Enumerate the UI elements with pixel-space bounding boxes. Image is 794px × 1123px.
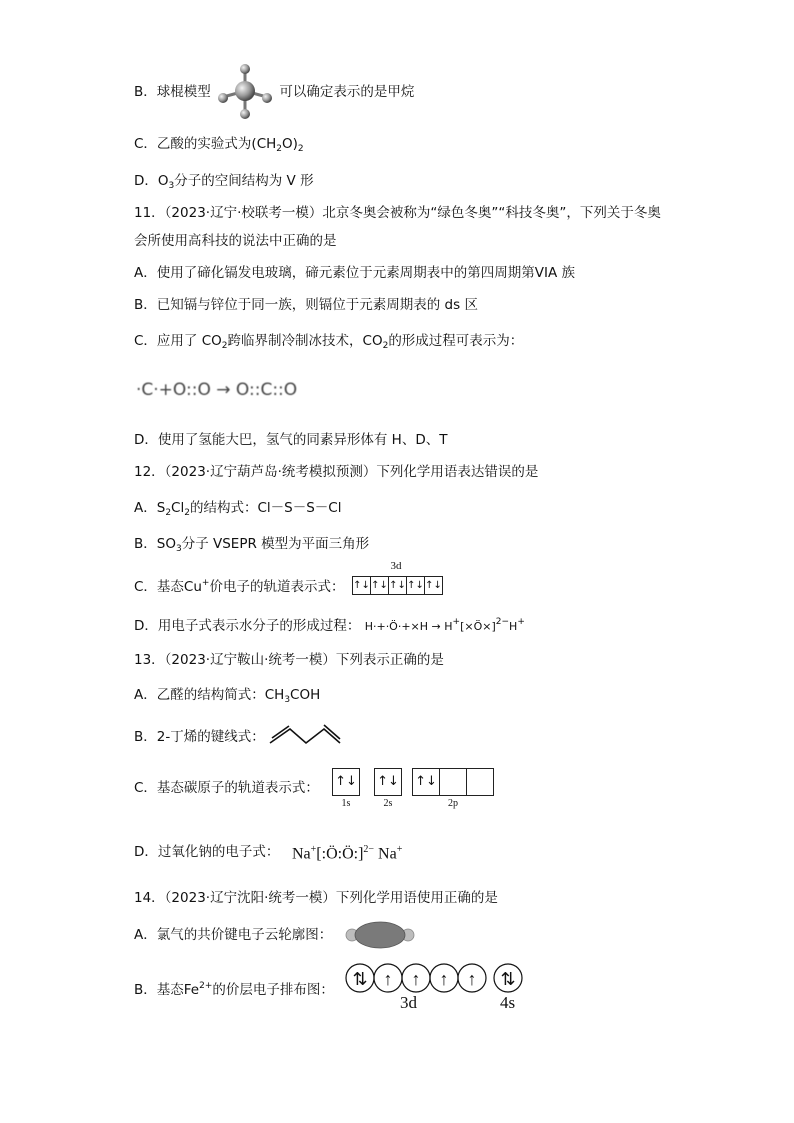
q12-stem: 12．（2023·辽宁葫芦岛·统考模拟预测）下列化学用语表达错误的是 [134,464,539,480]
q13-option-c: C．基态碳原子的轨道表示式： [134,780,319,796]
q10-option-d: D．$O_3$分子的空间结构为 V 形 [134,173,314,191]
label-3d: 3d [400,993,417,1012]
cu-orbital-boxes [352,576,443,595]
q10-option-c: C．乙酸的实验式为$(CH_2O)_2$ [134,136,304,154]
cu-orbital-label: 3d [390,560,402,572]
svg-text:↑: ↑ [383,969,393,989]
q13-option-b: B．2-丁烯的键线式： [134,729,265,745]
q11-option-c: C．应用了 $CO_2$跨临界制冷制冰技术，$CO_2$的形成过程可表示为： [134,333,524,351]
carbon-2p-boxes: ↑↓ [412,768,494,796]
label-2s: 2s [383,798,393,809]
co2-formation-formula: ·C·+O::O → O::C::O [136,380,298,400]
q11-stem-line1: 11．（2023·辽宁·校联考一模）北京冬奥会被称为“绿色冬奥”“科技冬奥”，下列关于冬奥 [134,205,661,221]
q13-option-d: D．过氧化钠的电子式： [134,844,280,860]
svg-text:↑: ↑ [439,969,449,989]
q11-option-d: D．使用了氢能大巴，氢气的同素异形体有 H、D、T [134,432,448,448]
carbon-2s-box: ↑↓ [374,768,402,796]
reaction-arrow-icon: → [216,380,231,400]
q11-stem-line2: 会所使用高科技的说法中正确的是 [134,233,337,249]
label-4s: 4s [500,993,516,1012]
q13-stem: 13．（2023·辽宁鞍山·统考一模）下列表示正确的是 [134,652,444,668]
q10-option-b: B．球棍模型 可以确定表示的是甲烷 [134,82,414,102]
q11-option-a: A．使用了碲化镉发电玻璃，碲元素位于元素周期表中的第四周期第VIA 族 [134,265,575,281]
orbital-box: ↑↓ [407,577,425,594]
q11-option-b: B．已知镉与锌位于同一族，则镉位于元素周期表的 ds 区 [134,297,478,313]
orbital-box: ↑↓ [389,577,407,594]
ball-stick-model-icon [215,63,275,121]
q14-stem: 14．（2023·辽宁沈阳·统考一模）下列化学用语使用正确的是 [134,890,498,906]
fe2-orbital-diagram [344,962,524,994]
svg-text:⇅: ⇅ [500,969,516,989]
orbital-box: ↑↓ [425,580,442,591]
sodium-peroxide-formula: Na+[:Ö:Ö:]$^{2-}$ Na+ [292,844,403,863]
orbital-box: ↑↓ [353,577,371,594]
label-2p: 2p [448,798,458,809]
carbon-1s-box: ↑↓ [332,768,360,796]
svg-text:⇅: ⇅ [352,969,368,989]
q14-option-b: B．基态$Fe^{2+}$的价层电子排布图： [134,981,334,998]
q12-option-a: A．$S_2Cl_2$的结构式：Cl－S－S－Cl [134,500,342,518]
svg-text:↑: ↑ [411,969,421,989]
q14-option-a: A．氯气的共价键电子云轮廓图： [134,927,333,943]
label-1s: 1s [341,798,351,809]
q12-option-c: C．基态Cu+价电子的轨道表示式： [134,578,345,595]
electron-cloud-icon [344,920,416,950]
q13-option-a: A．乙醛的结构简式：$CH_3COH$ [134,687,321,705]
svg-text:↑: ↑ [467,969,477,989]
q12-option-b: B．$SO_3$分子 VSEPR 模型为平面三角形 [134,536,370,554]
butene-skeletal-icon [268,723,342,749]
q12-option-d: D．用电子式表示水分子的形成过程： H·+·Ö·+×H → H+[×Ö×]$^{2-}$H+ [134,617,525,634]
orbital-box: ↑↓ [371,577,389,594]
